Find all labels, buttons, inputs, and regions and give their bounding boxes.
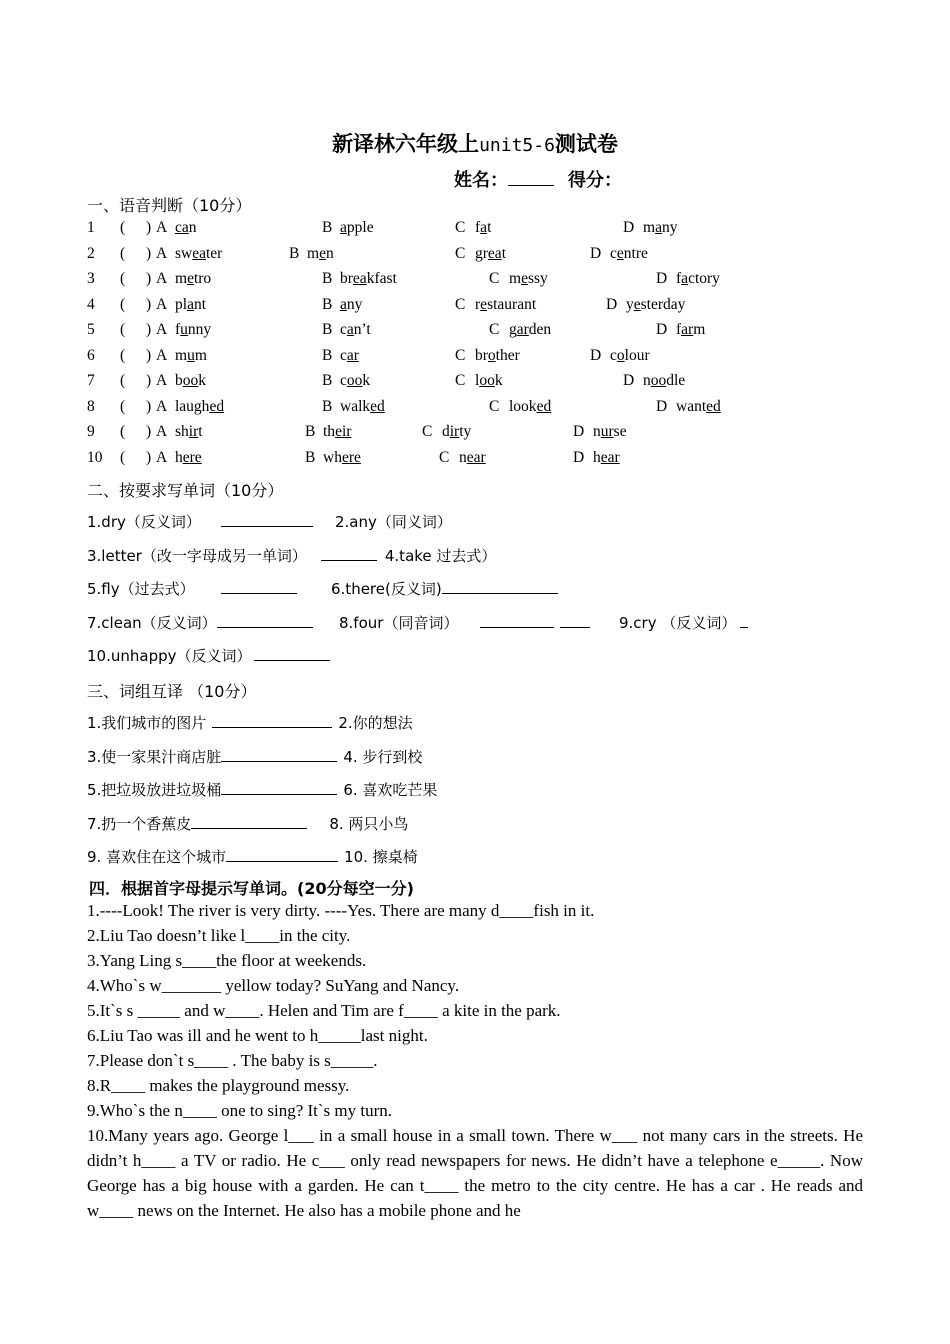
s3-item-1: 1.我们城市的图片 2.你的想法 — [87, 714, 413, 732]
section4-heading: 四．根据首字母提示写单词。(20分每空一分) — [89, 879, 414, 898]
option-letter: C — [455, 296, 466, 313]
s2-item-6: 6.there(反义词) — [331, 578, 558, 599]
option-word — [323, 449, 361, 474]
s2-item-7: 7.clean（反义词） — [87, 612, 313, 633]
option-letter: D — [656, 321, 668, 338]
question-number: 5 — [87, 321, 95, 338]
word-part-pre: n — [643, 372, 651, 389]
answer-paren-open[interactable]: ( — [120, 245, 126, 262]
name-label: 姓名： — [454, 170, 508, 191]
word-part-mid: ere — [182, 449, 202, 466]
word-part-pre: c — [340, 372, 347, 389]
word-part-post: m — [693, 321, 706, 338]
option-word — [175, 372, 206, 397]
word-part-post: t — [487, 219, 492, 236]
word-part-mid: o — [616, 347, 625, 364]
option-letter: A — [156, 449, 168, 466]
question-number: 4 — [87, 296, 95, 313]
option-letter: B — [322, 321, 333, 338]
s2-item-3: 3.letter（改一字母成另一单词） 4.take 过去式） — [87, 547, 497, 565]
word-part-pre: m — [175, 347, 188, 364]
option-word — [175, 321, 211, 346]
option-letter: B — [322, 270, 333, 287]
word-part-pre: th — [323, 423, 336, 440]
word-part-mid: oo — [182, 372, 199, 389]
word-part-mid: ed — [209, 398, 225, 415]
option-word — [676, 398, 721, 423]
section1-heading: 一、语音判断（10分） — [87, 196, 252, 215]
s3-blank-9[interactable] — [226, 847, 338, 862]
option-word — [509, 398, 551, 423]
section4-body — [87, 898, 863, 1223]
word-part-pre: pl — [175, 296, 188, 313]
word-part-pre: m — [509, 270, 522, 287]
option-word — [475, 296, 536, 321]
option-word — [475, 347, 520, 372]
word-part-mid: ea — [352, 270, 367, 287]
option-word — [340, 372, 370, 397]
option-letter: C — [455, 245, 466, 262]
word-part-mid: e — [319, 245, 326, 262]
word-part-post: n’t — [353, 321, 371, 338]
option-word — [475, 372, 503, 397]
question-number: 1 — [87, 219, 95, 236]
word-part-pre: c — [610, 347, 617, 364]
s2-item-10: 10.unhappy（反义词） — [87, 645, 330, 666]
option-letter: D — [623, 219, 635, 236]
option-letter: C — [489, 398, 500, 415]
word-part-pre: d — [442, 423, 450, 440]
word-part-mid: e — [616, 245, 624, 262]
question-number: 7 — [87, 372, 95, 389]
word-part-post: ther — [495, 347, 520, 364]
s3-item-10: 10. 擦桌椅 — [344, 848, 418, 866]
option-word — [643, 372, 685, 397]
option-word — [643, 219, 677, 244]
option-word — [175, 423, 203, 448]
s2-blank-8b[interactable] — [560, 613, 590, 628]
option-word — [459, 449, 486, 474]
word-part-post: ty — [459, 423, 472, 440]
s2-blank-5[interactable] — [221, 579, 297, 594]
answer-paren-close: ) — [146, 347, 152, 364]
option-letter: B — [305, 423, 316, 440]
option-word — [509, 270, 548, 295]
answer-paren-close: ) — [146, 423, 152, 440]
option-letter: D — [573, 449, 585, 466]
option-letter: D — [590, 245, 602, 262]
word-part-post: den — [528, 321, 552, 338]
name-blank[interactable] — [508, 171, 554, 186]
word-part-pre: laugh — [175, 398, 210, 415]
option-word — [340, 398, 385, 423]
s3-blank-7[interactable] — [191, 814, 307, 829]
answer-paren-close: ) — [146, 270, 152, 287]
option-word — [610, 347, 650, 372]
option-word — [676, 321, 705, 346]
word-part-post: tro — [193, 270, 212, 287]
s4-line-4: 4.Who`s w_______ yellow today? SuYang and Nancy. — [87, 976, 460, 995]
s2-blank-7[interactable] — [217, 613, 313, 628]
s4-line-1: 1.----Look! The river is very dirty. ----Yes. There are many d____fish in it. — [87, 901, 595, 920]
option-letter: C — [422, 423, 433, 440]
option-letter: C — [455, 372, 466, 389]
title-main: 新译林六年级上 — [332, 132, 480, 156]
word-part-mid: a — [340, 219, 347, 236]
option-word — [307, 245, 334, 270]
s4-line-8: 8.R____ makes the playground messy. — [87, 1076, 350, 1095]
word-part-mid: u — [180, 321, 188, 338]
word-part-pre: f — [475, 219, 481, 236]
option-letter: A — [156, 296, 168, 313]
option-letter: A — [156, 321, 168, 338]
option-letter: C — [439, 449, 450, 466]
page-title — [0, 128, 950, 158]
option-word — [175, 347, 207, 372]
option-word — [442, 423, 471, 448]
word-part-post: sterday — [640, 296, 686, 313]
option-word — [340, 347, 359, 372]
word-part-pre: m — [175, 270, 188, 287]
word-part-mid: oo — [479, 372, 495, 389]
answer-paren-close: ) — [146, 245, 152, 262]
s3-item-5: 5.把垃圾放进垃圾桶 6. 喜欢吃芒果 — [87, 781, 438, 799]
word-part-mid: ear — [600, 449, 620, 466]
s3-item-8: 8. 两只小鸟 — [329, 815, 409, 833]
word-part-pre: c — [340, 321, 347, 338]
answer-paren-close: ) — [146, 372, 152, 389]
word-part-mid: ed — [706, 398, 721, 415]
answer-paren-open[interactable]: ( — [120, 321, 126, 338]
word-part-mid: ed — [536, 398, 552, 415]
word-part-mid: a — [346, 321, 354, 338]
option-letter: C — [455, 347, 466, 364]
word-part-post: k — [198, 372, 206, 389]
answer-paren-open[interactable]: ( — [120, 423, 126, 440]
option-word — [340, 321, 371, 346]
word-part-pre: m — [643, 219, 656, 236]
word-part-post: pple — [346, 219, 374, 236]
s3-item-4: 4. 步行到校 — [343, 748, 423, 766]
option-word — [340, 219, 374, 244]
option-letter: C — [489, 270, 500, 287]
word-part-mid: oo — [650, 372, 667, 389]
word-part-pre: m — [307, 245, 320, 262]
question-number: 9 — [87, 423, 95, 440]
option-word — [175, 270, 211, 295]
word-part-pre: gr — [475, 245, 488, 262]
option-word — [593, 423, 627, 448]
word-part-post: t — [501, 245, 506, 262]
word-part-post: n — [188, 219, 197, 236]
s2-item-4: 4.take 过去式） — [384, 547, 497, 565]
word-part-post: t — [198, 423, 203, 440]
word-part-post: ssy — [527, 270, 548, 287]
option-letter: D — [656, 270, 668, 287]
word-part-mid: a — [340, 296, 347, 313]
word-part-post: n — [325, 245, 334, 262]
word-part-post: staurant — [487, 296, 537, 313]
question-number: 6 — [87, 347, 95, 364]
word-part-mid: a — [480, 219, 488, 236]
option-word — [340, 270, 397, 295]
word-part-mid: ed — [370, 398, 385, 415]
question-number: 8 — [87, 398, 95, 415]
title-suffix: 测试卷 — [554, 132, 618, 156]
answer-paren-open[interactable]: ( — [120, 347, 126, 364]
word-part-pre: r — [475, 296, 481, 313]
option-letter: B — [322, 398, 333, 415]
option-letter: A — [156, 347, 168, 364]
option-word — [475, 245, 506, 270]
word-part-post: dle — [666, 372, 686, 389]
s2-item-5: 5.fly（过去式） — [87, 578, 297, 599]
answer-paren-close: ) — [146, 449, 152, 466]
word-part-pre: n — [593, 423, 601, 440]
option-letter: A — [156, 398, 168, 415]
word-part-pre: n — [459, 449, 467, 466]
option-word — [610, 245, 648, 270]
option-letter: D — [606, 296, 618, 313]
word-part-post: k — [494, 372, 503, 389]
word-part-mid: oo — [346, 372, 363, 389]
option-word — [175, 245, 222, 270]
option-word — [175, 398, 224, 423]
s4-line-2: 2.Liu Tao doesn’t like l____in the city. — [87, 926, 351, 945]
answer-paren-open[interactable]: ( — [120, 219, 126, 236]
name-score-line — [454, 166, 622, 192]
option-letter: B — [322, 347, 333, 364]
answer-paren-close: ) — [146, 398, 152, 415]
s3-item-2: 2.你的想法 — [338, 714, 413, 732]
answer-paren-open[interactable]: ( — [120, 270, 126, 287]
answer-paren-close: ) — [146, 219, 152, 236]
s4-line-6: 6.Liu Tao was ill and he went to h_____last night. — [87, 1026, 428, 1045]
option-letter: D — [590, 347, 602, 364]
word-part-post: ctory — [688, 270, 720, 287]
word-part-mid: a — [655, 219, 662, 236]
word-part-post: k — [362, 372, 371, 389]
s4-line-9: 9.Who`s the n____ one to sing? It`s my turn. — [87, 1101, 393, 1120]
answer-paren-open[interactable]: ( — [120, 398, 126, 415]
s2-blank-3[interactable] — [321, 546, 377, 561]
s2-item-2: 2.any（同义词） — [335, 513, 452, 531]
s3-item-6: 6. 喜欢吃芒果 — [343, 781, 438, 799]
word-part-pre: l — [475, 372, 480, 389]
word-part-pre: walk — [340, 398, 371, 415]
option-word — [323, 423, 351, 448]
word-part-mid: a — [681, 270, 689, 287]
question-number: 3 — [87, 270, 95, 287]
word-part-mid: e — [521, 270, 528, 287]
word-part-pre: sh — [175, 423, 189, 440]
option-letter: A — [156, 270, 168, 287]
option-word — [175, 296, 206, 321]
word-part-post: ny — [346, 296, 363, 313]
word-part-pre: c — [610, 245, 617, 262]
s2-blank-8[interactable] — [480, 613, 554, 628]
s2-item-9: 9.cry （反义词） — [619, 612, 748, 633]
answer-paren-open[interactable]: ( — [120, 449, 126, 466]
word-part-pre: h — [175, 449, 183, 466]
word-part-mid: ar — [516, 321, 529, 338]
word-part-mid: ere — [341, 449, 361, 466]
word-part-mid: ea — [487, 245, 502, 262]
word-part-mid: a — [187, 296, 194, 313]
word-part-mid: e — [187, 270, 194, 287]
word-part-post: nt — [193, 296, 207, 313]
word-part-pre: sw — [175, 245, 193, 262]
word-part-mid: ca — [175, 219, 189, 236]
s2-blank-1[interactable] — [221, 512, 313, 527]
option-letter: B — [305, 449, 316, 466]
word-part-pre: h — [593, 449, 601, 466]
option-letter: A — [156, 372, 168, 389]
s2-item-1: 1.dry（反义词） — [87, 511, 313, 532]
word-part-post: nny — [187, 321, 212, 338]
word-part-post: m — [194, 347, 207, 364]
word-part-mid: ur — [600, 423, 614, 440]
s4-line-5: 5.It`s s _____ and w____. Helen and Tim are f____ a kite in the park. — [87, 1001, 561, 1020]
answer-paren-close: ) — [146, 321, 152, 338]
option-word — [340, 296, 362, 321]
word-part-post: se — [613, 423, 627, 440]
s3-item-9: 9. 喜欢住在这个城市 10. 擦桌椅 — [87, 848, 418, 866]
word-part-pre: y — [626, 296, 634, 313]
s4-paragraph-10: 10.Many years ago. George l___ in a small house in a small town. There w___ not many cars in the streets. He didn’t h____ a TV or radio. He c___ only read newspapers for news. He didn’t have a telephone e_____. Now George has a big house with a garden. He can t____ the metro to the city centre. He has a car . He reads and w____ news on the Internet. He also has a mobile phone and he — [87, 1126, 863, 1220]
word-part-pre: c — [340, 347, 347, 364]
word-part-pre: f — [175, 321, 181, 338]
option-letter: B — [322, 296, 333, 313]
title-code: unit5-6 — [479, 135, 555, 156]
word-part-post: kfast — [366, 270, 397, 287]
s3-blank-5[interactable] — [221, 780, 337, 795]
question-number: 10 — [87, 449, 103, 466]
s2-item-8: 8.four（同音词） — [339, 612, 590, 633]
option-word — [175, 219, 197, 244]
option-word — [676, 270, 720, 295]
word-part-post: ny — [661, 219, 678, 236]
word-part-post: lour — [624, 347, 650, 364]
option-letter: D — [623, 372, 635, 389]
s2-blank-10[interactable] — [254, 646, 330, 661]
word-part-mid: ir — [449, 423, 460, 440]
word-part-pre: br — [340, 270, 353, 287]
word-part-mid: ear — [466, 449, 486, 466]
option-letter: D — [573, 423, 585, 440]
s2-blank-6[interactable] — [442, 579, 558, 594]
s3-blank-1[interactable] — [212, 713, 332, 728]
word-part-mid: o — [487, 347, 496, 364]
option-letter: A — [156, 245, 168, 262]
word-part-pre: want — [676, 398, 707, 415]
s2-blank-9[interactable] — [740, 613, 748, 628]
word-part-mid: eir — [335, 423, 352, 440]
word-part-pre: wh — [323, 449, 342, 466]
section3-heading: 三、词组互译 （10分） — [87, 682, 257, 701]
option-letter: C — [489, 321, 500, 338]
word-part-mid: ea — [192, 245, 206, 262]
word-part-mid: ir — [188, 423, 199, 440]
word-part-mid: u — [187, 347, 195, 364]
word-part-post: ter — [206, 245, 223, 262]
option-word — [593, 449, 620, 474]
answer-paren-open[interactable]: ( — [120, 296, 126, 313]
word-part-mid: ar — [681, 321, 694, 338]
question-number: 2 — [87, 245, 95, 262]
option-letter: A — [156, 219, 168, 236]
option-word — [475, 219, 491, 244]
option-letter: B — [322, 372, 333, 389]
option-letter: C — [455, 219, 466, 236]
option-letter: B — [289, 245, 300, 262]
word-part-mid: e — [633, 296, 641, 313]
option-word — [626, 296, 685, 321]
option-word — [509, 321, 551, 346]
option-letter: D — [656, 398, 668, 415]
option-letter: B — [322, 219, 333, 236]
s3-item-7: 7.扔一个香蕉皮 8. 两只小鸟 — [87, 815, 409, 833]
s3-item-3: 3.使一家果汁商店脏 4. 步行到校 — [87, 748, 423, 766]
s4-line-7: 7.Please don`t s____ . The baby is s_____. — [87, 1051, 378, 1070]
word-part-mid: e — [480, 296, 488, 313]
s3-blank-3[interactable] — [221, 747, 337, 762]
word-part-pre: look — [509, 398, 537, 415]
word-part-pre: b — [175, 372, 183, 389]
word-part-pre: br — [475, 347, 488, 364]
word-part-mid: ar — [346, 347, 359, 364]
score-label: 得分： — [568, 170, 622, 191]
word-part-pre: g — [509, 321, 517, 338]
answer-paren-close: ) — [146, 296, 152, 313]
option-word — [175, 449, 202, 474]
option-letter: A — [156, 423, 168, 440]
word-part-post: ntre — [623, 245, 648, 262]
answer-paren-open[interactable]: ( — [120, 372, 126, 389]
word-part-pre: f — [676, 321, 682, 338]
s4-line-3: 3.Yang Ling s____the floor at weekends. — [87, 951, 367, 970]
section2-heading: 二、按要求写单词（10分） — [87, 481, 284, 500]
word-part-pre: f — [676, 270, 682, 287]
